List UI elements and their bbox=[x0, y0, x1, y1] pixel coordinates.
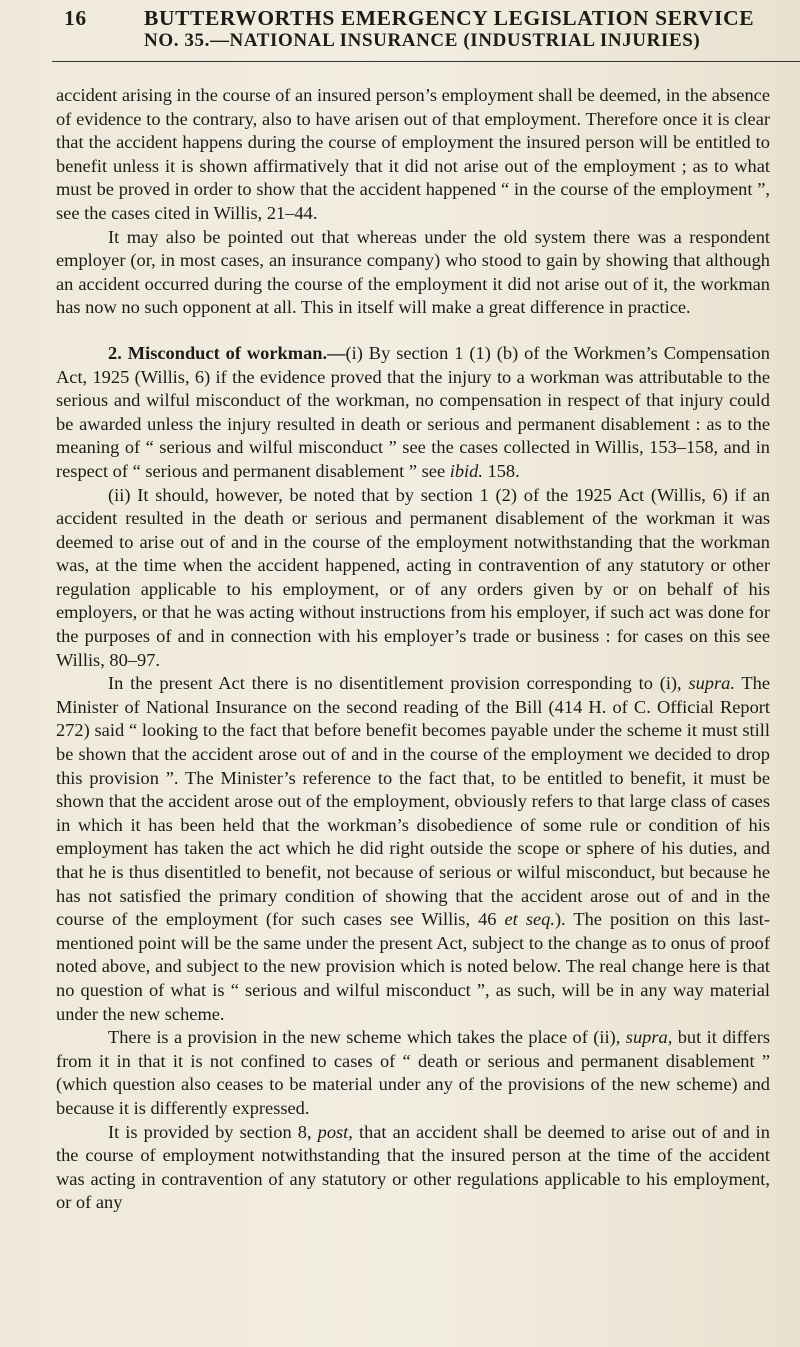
paragraph: accident arising in the course of an insured person’s employment shall be deemed, in the absence of evidence to the contrary, also to have arisen out of that employment. Therefore once it is clear that the accident happens during the course of employment the insured person will be entitled to benefit unless it is shown affirmatively that it did not arise out of the employment ; as to what must be proved in order to show that the accident happened “ in the course of the employment ”, see the cases cited in Willis, 21–44. bbox=[56, 85, 770, 223]
page-number: 16 bbox=[64, 6, 87, 30]
paragraph: There is a provision in the new scheme which takes the place of (ii), supra, but it differs from it in that it is not confined to cases of “ death or serious and permanent disablement ” (which question also ceases to be material under any of the provisions of the new scheme) and because it is differently expressed. bbox=[56, 1027, 770, 1118]
running-header bbox=[56, 0, 770, 62]
header-rule bbox=[52, 61, 800, 62]
paragraph: It is provided by section 8, post, that an accident shall be deemed to arise out of and in the course of employment notwithstanding that the insured person at the time of the accident was acting in contravention of any statutory or other regulations applicable to his employment, or of any bbox=[56, 1121, 770, 1213]
paragraph: It may also be pointed out that whereas under the old system there was a respondent employer (or, in most cases, an insurance company) who stood to gain by showing that although an accident occurred during the course of the employment it did not arise out of it, the workman has now no such opponent at all. This in itself will make a great difference in practice. bbox=[56, 226, 770, 318]
paragraph: (ii) It should, however, be noted that by section 1 (2) of the 1925 Act (Willis, 6) if an accident resulted in the death or serious and permanent disablement of the workman it was deemed to arise out of and in the course of the employment notwithstanding that the workman was, at the time when the accident happened, acting in contravention of any statutory or other regulation applicable to his employment, or of any orders given by or on behalf of his employers, or that he was acting without instructions from his employer, if such act was done for the purposes of and in connection with his employer’s trade or business : for cases on this see Willis, 80–97. bbox=[56, 484, 770, 670]
paragraph: In the present Act there is no disentitlement provision corresponding to (i), supra. The Minister of National Insurance on the second reading of the Bill (414 H. of C. Official Report 272) said “ looking to the fact that before benefit becomes payable under the scheme it must still be shown that the accident arose out of and in the course of the employment we decided to drop this provision ”. The Minister’s reference to the fact that, to be entitled to benefit, it must be shown that the accident arose out of the employment, obviously refers to that large class of cases in which it has been held that the workman’s disobedience of some rule or condition of his employment has taken the act which he did right outside the scope or sphere of his duties, and that he is thus disentitled to benefit, not because of serious or wilful misconduct, but because he has not satisfied the primary condition of showing that the accident arose out of and in the course of the employment (for such cases see Willis, 46 et seq.). The position on this last-mentioned point will be the same under the present Act, subject to the change as to onus of proof noted above, and subject to the new provision which is noted below. The real change here is that no question of what is “ serious and wilful misconduct ”, as such, will be in any way material under the new scheme. bbox=[56, 673, 771, 1024]
body-text bbox=[56, 84, 770, 1215]
paragraph: 2. Misconduct of workman.—(i) By section 1 (1) (b) of the Workmen’s Compensation Act, 1925 (Willis, 6) if the evidence proved that the injury to a workman was attributable to the serious and wilful misconduct of the workman, no compensation in respect of that injury could be awarded unless the injury resulted in death or serious and permanent disablement : as to the meaning of “ serious and wilful misconduct ” see the cases collected in Willis, 153–158, and in respect of “ serious and permanent disablement ” see ibid. 158. bbox=[56, 342, 770, 481]
section-subtitle: NO. 35.—NATIONAL INSURANCE (INDUSTRIAL INJURIES) bbox=[144, 30, 701, 51]
section-heading: 2. Misconduct of workman.— bbox=[108, 342, 346, 363]
series-title: BUTTERWORTHS EMERGENCY LEGISLATION SERVICE bbox=[144, 6, 755, 30]
